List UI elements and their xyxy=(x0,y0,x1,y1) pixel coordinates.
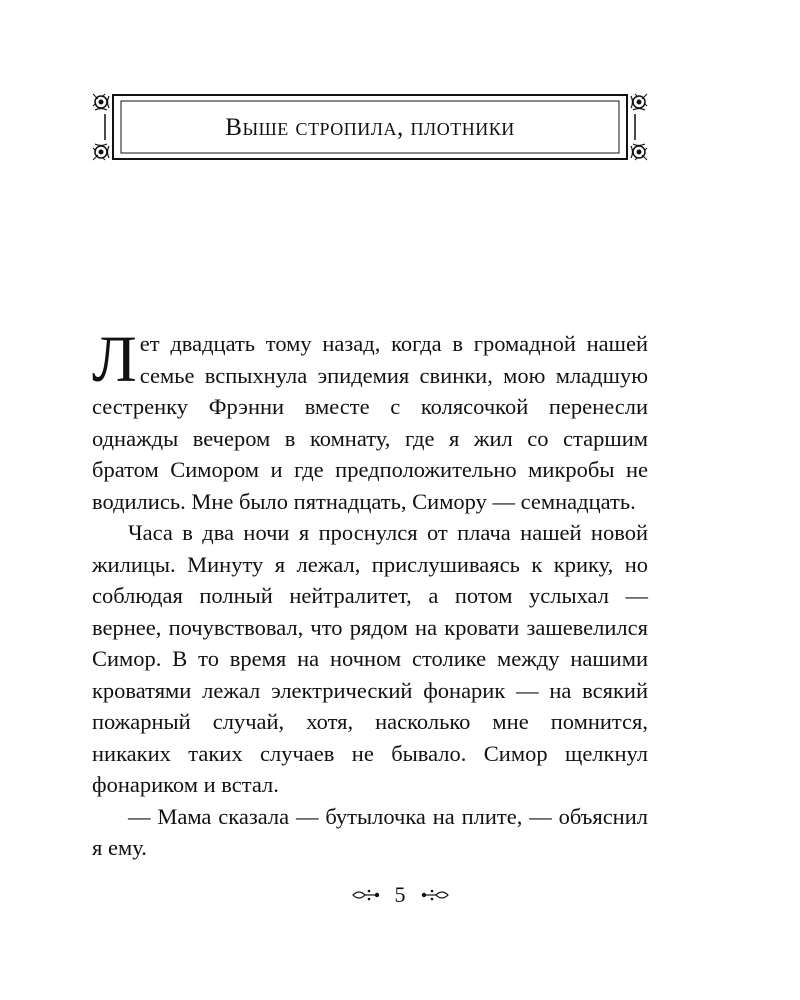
page-footer xyxy=(0,882,800,908)
right-fleuron-icon xyxy=(420,887,450,903)
body-text xyxy=(92,323,648,864)
corner-ornament-top-right xyxy=(631,94,647,110)
paragraph: Часа в два ночи я проснулся от плача нашей новой жилицы. Минуту я лежал, прислушиваясь к крику, но соблюдая полный нейтралитет, а потом услыхал — вернее, почувствовал, что рядом на кровати зашевелился Симор. В то время на ночном столике между нашими кроватями лежал электрический фонарик — на всякий пожарный случай, хотя, насколько мне помнится, никаких таких случаев не бывало. Симор щелкнул фонариком и встал. xyxy=(92,520,648,797)
chapter-header xyxy=(91,92,649,162)
page-number: 5 xyxy=(394,882,406,907)
paragraph: — Мама сказала — бутылочка на плите, — объяснил я ему. xyxy=(92,803,648,860)
chapter-title: Выше стропила, плотники xyxy=(225,114,515,141)
paragraph xyxy=(92,323,648,517)
drop-cap: Л xyxy=(92,323,137,396)
corner-ornament-bottom-right xyxy=(631,144,647,160)
corner-ornament-top-left xyxy=(93,94,109,110)
paragraph-text: ет двадцать тому назад, когда в громадной нашей семье вспыхнула эпидемия свинки, мою младшую сестренку Фрэнни вместе с колясочкой перенесли однажды вечером в комнату, где я жил со старшим братом Симором и где предположительно микробы не водились. Мне было пятнадцать, Симору — семнадцать. xyxy=(92,331,648,514)
corner-ornament-bottom-left xyxy=(93,144,109,160)
left-fleuron-icon xyxy=(351,887,381,903)
